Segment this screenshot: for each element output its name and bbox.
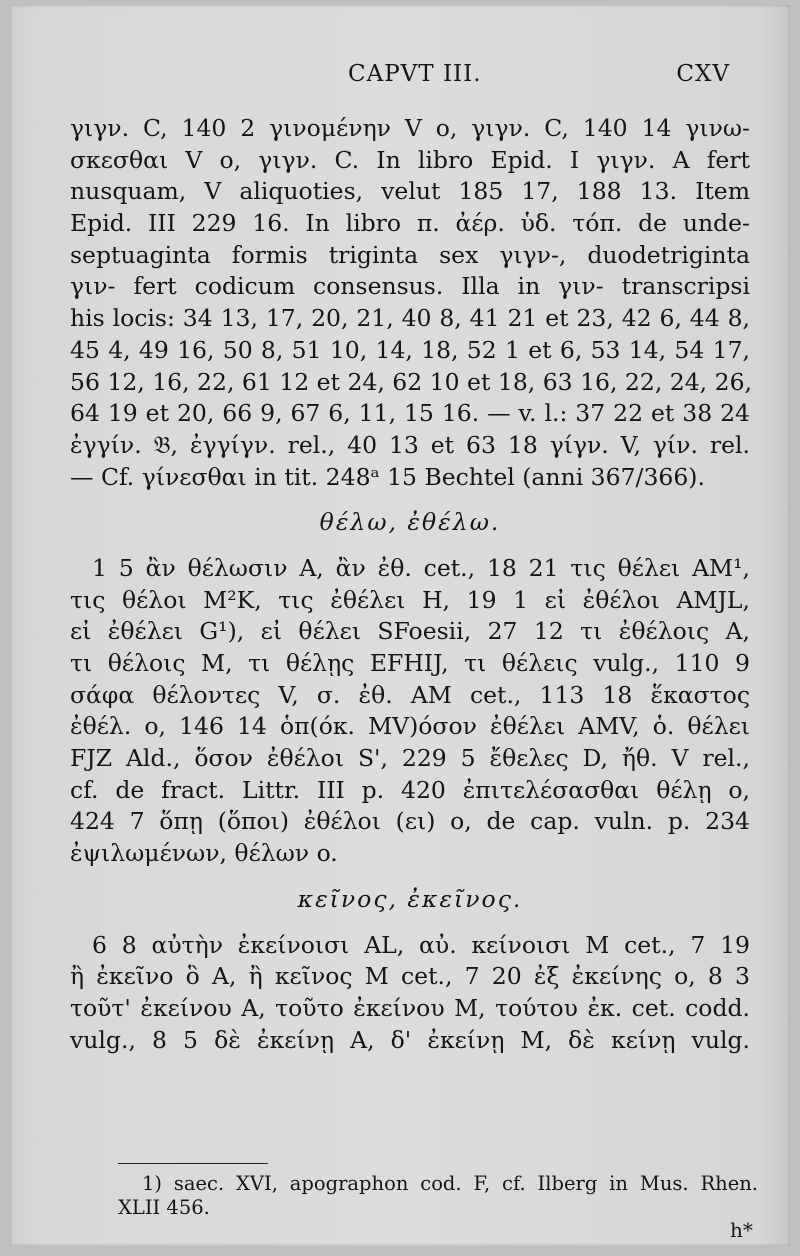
chapter-title: CAPVT III. [348, 61, 482, 87]
main-text [70, 113, 750, 1056]
text-line: 45 4, 49 16, 50 8, 51 10, 14, 18, 52 1 et 6, 53 14, 54 17, [70, 335, 750, 364]
text-line: Epid. III 229 16. In libro π. ἀέρ. ὑδ. τόπ. de unde- [70, 209, 750, 238]
text-line: τι θέλοις M, τι θέλῃς EFHIJ, τι θέλεις vulg., 110 9 [70, 649, 750, 677]
text-line: 64 19 et 20, 66 9, 67 6, 11, 15 16. — v. l.: 37 22 et 38 24 [70, 399, 750, 428]
text-line: τις θέλοι M²K, τις ἐθέλει H, 19 1 εἰ ἐθέλοι AMJL, [70, 585, 750, 614]
section-headword: κεῖνος, ἐκεῖνος. [297, 884, 523, 913]
section-headword: θέλω, ἐθέλω. [319, 508, 501, 537]
text-line: vulg., 8 5 δὲ ἐκείνῃ A, δ' ἐκείνῃ M, δὲ κείνῃ vulg. [70, 1025, 750, 1054]
running-head [90, 61, 740, 91]
footnote-divider [118, 1163, 268, 1164]
text-line: ἐγγίν. 𝔅, ἐγγίγν. rel., 40 13 et 63 18 γίγν. V, γίν. rel. [70, 430, 750, 459]
text-line: τοῦτ' ἐκείνου A, τοῦτο ἐκείνου M, τούτου ἐκ. cet. codd. [70, 993, 750, 1022]
text-line: cf. de fract. Littr. III p. 420 ἐπιτελέσασθαι θέλῃ o, [70, 775, 750, 804]
text-line: 1 5 ἂν θέλωσιν A, ἂν ἐθ. cet., 18 21 τις θέλει AM¹, [92, 553, 750, 582]
footnote-line: 1) saec. XVI, apographon cod. F, cf. Ilberg in Mus. Rhen. [142, 1172, 758, 1195]
text-line: ἢ ἐκεῖνο ὃ A, ἢ κεῖνος M cet., 7 20 ἐξ ἐκείνης o, 8 3 [70, 962, 750, 991]
text-line: ἐψιλωμένων, θέλων o. [70, 839, 338, 868]
footnote [118, 1172, 758, 1220]
book-page [10, 5, 790, 1246]
text-line: 6 8 αὐτὴν ἐκείνοισι AL, αὐ. κείνοισι M cet., 7 19 [92, 930, 750, 959]
page-number: CXV [676, 61, 730, 87]
text-line: septuaginta formis triginta sex γιγν-, duodetriginta [70, 240, 750, 269]
text-line: 424 7 ὅπῃ (ὅποι) ἐθέλοι (ει) o, de cap. vuln. p. 234 [70, 807, 750, 836]
text-line: γιγν. C, 140 2 γινομένην V o, γιγν. C, 140 14 γινω- [70, 114, 750, 142]
text-line: his locis: 34 13, 17, 20, 21, 40 8, 41 21 et 23, 42 6, 44 8, [70, 304, 750, 333]
text-line: — Cf. γίνεσθαι in tit. 248ᵃ 15 Bechtel (anni 367/366). [70, 462, 705, 491]
text-line: nusquam, V aliquoties, velut 185 17, 188 13. Item [70, 177, 750, 206]
text-line: σάφα θέλοντες V, σ. ἐθ. AM cet., 113 18 ἕκαστος [70, 680, 750, 709]
text-line: εἰ ἐθέλει G¹), εἰ θέλει SFoesii, 27 12 τι ἐθέλοις A, [70, 617, 750, 646]
text-line: 56 12, 16, 22, 61 12 et 24, 62 10 et 18, 63 16, 22, 24, 26, [70, 367, 752, 396]
footnote-line: XLII 456. [118, 1196, 210, 1219]
text-line: σκεσθαι V o, γιγν. C. In libro Epid. I γιγν. A fert [70, 145, 750, 174]
text-line: γιν- fert codicum consensus. Illa in γιν- transcripsi [70, 272, 750, 301]
signature-mark: h* [730, 1218, 753, 1242]
text-line: FJZ Ald., ὅσον ἐθέλοι S', 229 5 ἔθελες D, ἤθ. V rel., [70, 744, 750, 773]
text-line: ἐθέλ. o, 146 14 ὁπ(όκ. MV)όσον ἐθέλει AMV, ὁ. θέλει [70, 712, 750, 741]
